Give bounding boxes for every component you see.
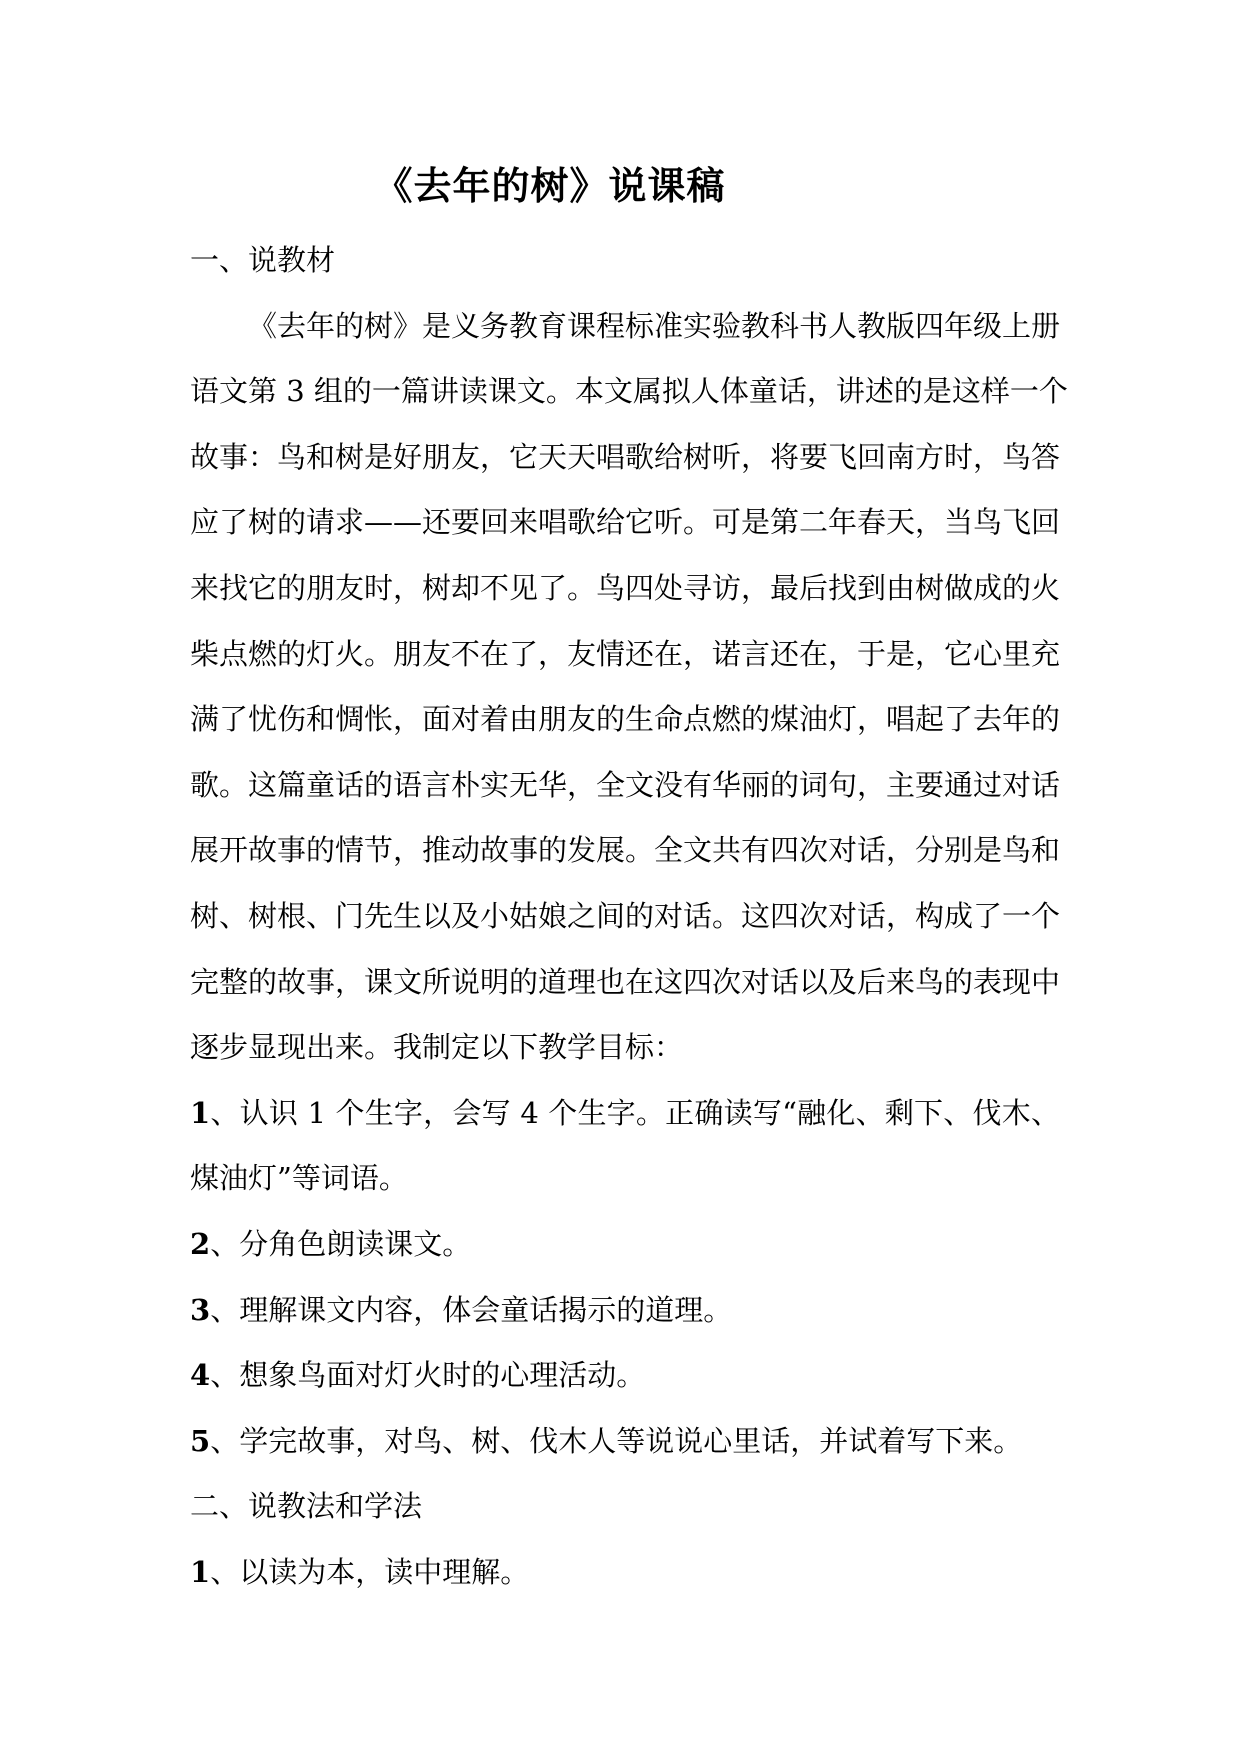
goal-text: 、认识 1 个生字，会写 4 个生字。正确读写“融化、剩下、伐木、 (210, 1095, 1060, 1130)
method-item-1 (190, 1540, 1060, 1606)
goal-item-1-continued: 煤油灯”等词语。 (190, 1161, 408, 1196)
method-number: 1 (190, 1554, 211, 1589)
goal-text: 、想象鸟面对灯火时的心理活动。 (210, 1358, 646, 1393)
section-heading-textbook: 一、说教材 (190, 243, 336, 277)
goal-number: 4 (190, 1358, 211, 1393)
method-text: 、以读为本，读中理解。 (210, 1554, 530, 1589)
paragraph-line: 柴点燃的灯火。朋友不在了，友情还在，诺言还在，于是，它心里充 (190, 636, 1061, 671)
goal-number: 2 (190, 1226, 211, 1261)
paragraph-line: 树、树根、门先生以及小姑娘之间的对话。这四次对话，构成了一个 (190, 898, 1061, 933)
goal-item-4 (190, 1343, 1060, 1409)
paragraph-line: 故事：鸟和树是好朋友，它天天唱歌给树听，将要飞回南方时，鸟答 (190, 439, 1061, 474)
paragraph-line: 语文第 3 组的一篇讲读课文。本文属拟人体童话，讲述的是这样一个 (190, 374, 1068, 409)
paragraph-line: 应了树的请求——还要回来唱歌给它听。可是第二年春天，当鸟飞回 (190, 505, 1061, 540)
document-title: 《去年的树》说课稿 (374, 163, 726, 208)
goal-text: 、分角色朗读课文。 (210, 1226, 472, 1261)
methods-list (190, 1540, 1060, 1606)
goal-number: 3 (190, 1292, 211, 1327)
paragraph-line: 《去年的树》是义务教育课程标准实验教科书人教版四年级上册 (248, 308, 1061, 343)
paragraph-line: 完整的故事，课文所说明的道理也在这四次对话以及后来鸟的表现中 (190, 964, 1061, 999)
paragraph-line: 展开故事的情节，推动故事的发展。全文共有四次对话，分别是鸟和 (190, 833, 1061, 868)
paragraph-line: 逐步显现出来。我制定以下教学目标： (190, 1030, 684, 1065)
goal-item-2 (190, 1212, 1060, 1278)
goal-number: 1 (190, 1095, 211, 1130)
goal-item-1 (190, 1081, 1060, 1147)
goal-text: 、理解课文内容，体会童话揭示的道理。 (210, 1292, 733, 1327)
paragraph-line: 来找它的朋友时，树却不见了。鸟四处寻访，最后找到由树做成的火 (190, 570, 1061, 605)
textbook-paragraph (190, 294, 1068, 1081)
paragraph-line: 歌。这篇童话的语言朴实无华，全文没有华丽的词句，主要通过对话 (190, 767, 1061, 802)
document-body (190, 228, 1068, 1605)
goal-text: 、学完故事，对鸟、树、伐木人等说说心里话，并试着写下来。 (210, 1423, 1023, 1458)
paragraph-line: 满了忧伤和惆怅，面对着由朋友的生命点燃的煤油灯，唱起了去年的 (190, 702, 1061, 737)
goal-item-3 (190, 1278, 1060, 1344)
goal-number: 5 (190, 1423, 211, 1458)
goal-item-5 (190, 1409, 1060, 1475)
section-heading-methods: 二、说教法和学法 (190, 1489, 423, 1524)
teaching-goals-list (190, 1081, 1060, 1475)
